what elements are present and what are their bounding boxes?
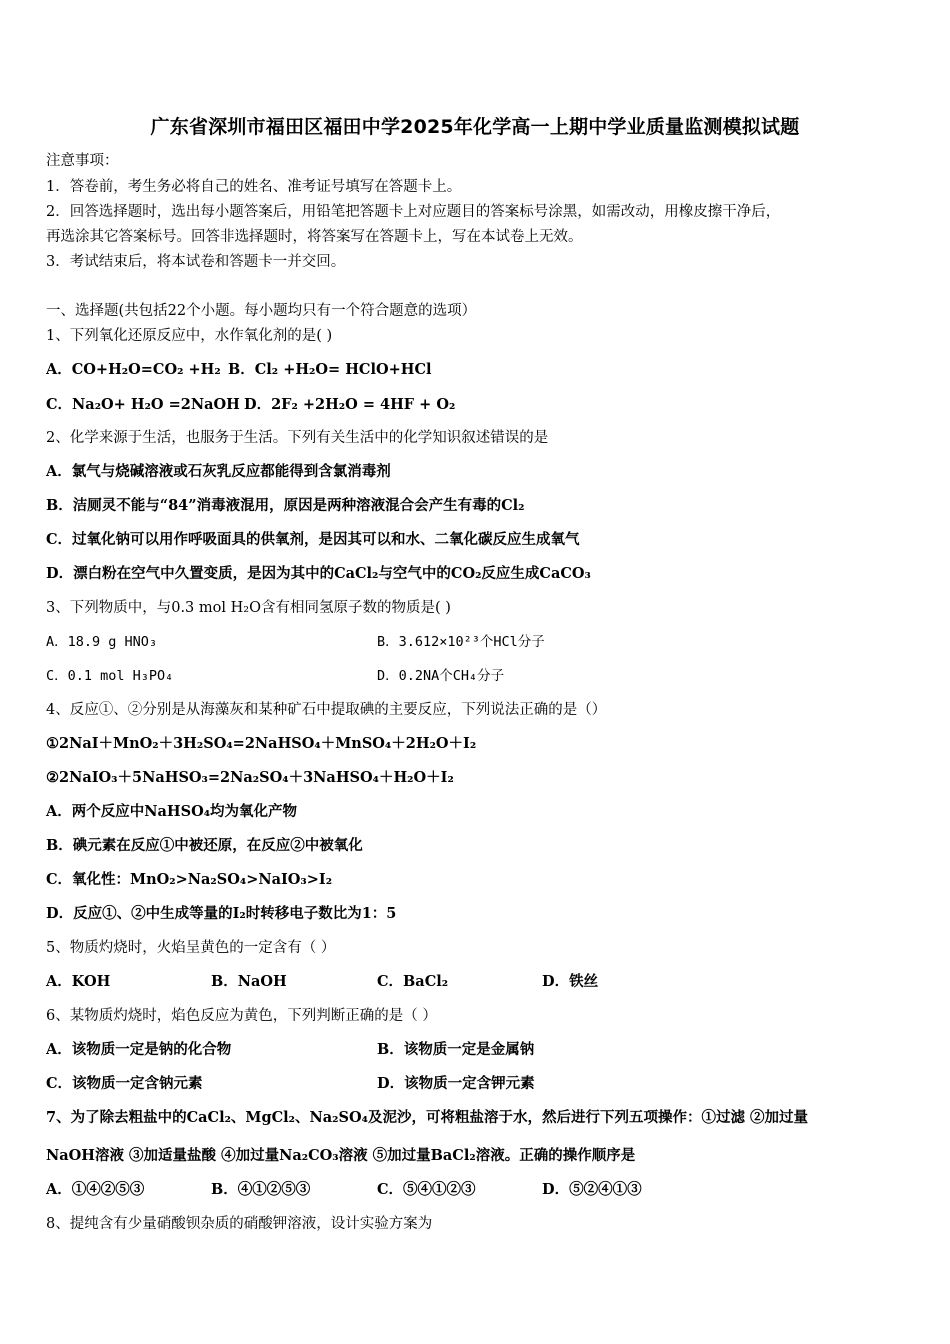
question-2-option-a: A．氯气与烧碱溶液或石灰乳反应都能得到含氯消毒剂 xyxy=(46,463,391,480)
question-4-equation-2: ②2NaIO₃＋5NaHSO₃=2Na₂SO₄＋3NaHSO₄＋H₂O＋I₂ xyxy=(46,769,454,786)
question-1-stem: 1、下列氧化还原反应中，水作氧化剂的是( ) xyxy=(46,328,333,344)
question-7-option-c: C．⑤④①②③ xyxy=(377,1181,476,1198)
question-6-option-d: D．该物质一定含钾元素 xyxy=(377,1075,535,1092)
section-heading: 一、选择题(共包括22个小题。每小题均只有一个符合题意的选项） xyxy=(46,303,477,319)
question-6-stem: 6、某物质灼烧时，焰色反应为黄色，下列判断正确的是（ ） xyxy=(46,1008,437,1024)
question-4-stem: 4、反应①、②分别是从海藻灰和某种矿石中提取碘的主要反应，下列说法正确的是（） xyxy=(46,702,607,718)
notice-heading: 注意事项： xyxy=(46,153,119,169)
question-1-option-b: B．Cl₂ +H₂O= HClO+HCl xyxy=(228,361,432,378)
question-3-option-d: D．0.2NA个CH₄分子 xyxy=(377,668,505,684)
page-title: 广东省深圳市福田区福田中学2025年化学高一上期中学业质量监测模拟试题 xyxy=(150,116,800,138)
question-5-option-c: C．BaCl₂ xyxy=(377,973,449,990)
question-5-stem: 5、物质灼烧时，火焰呈黄色的一定含有（ ） xyxy=(46,940,336,956)
notice-item-2b: 再选涂其它答案标号。回答非选择题时，将答案写在答题卡上，写在本试卷上无效。 xyxy=(46,229,583,245)
question-5-option-b: B．NaOH xyxy=(211,973,287,990)
question-1-option-a: A．CO+H₂O=CO₂ +H₂ xyxy=(46,361,221,378)
question-2-option-b: B．洁厕灵不能与“84”消毒液混用，原因是两种溶液混合会产生有毒的Cl₂ xyxy=(46,497,525,514)
question-7-option-b: B．④①②⑤③ xyxy=(211,1181,311,1198)
question-6-option-c: C．该物质一定含钠元素 xyxy=(46,1075,203,1092)
question-2-option-c: C．过氧化钠可以用作呼吸面具的供氧剂，是因其可以和水、二氧化碳反应生成氧气 xyxy=(46,531,580,548)
question-4-option-c: C．氧化性：MnO₂>Na₂SO₄>NaIO₃>I₂ xyxy=(46,871,333,888)
question-4-option-b: B．碘元素在反应①中被还原，在反应②中被氧化 xyxy=(46,837,363,854)
question-7-stem-line-2: NaOH溶液 ③加适量盐酸 ④加过量Na₂CO₃溶液 ⑤加过量BaCl₂溶液。正确的操作顺序是 xyxy=(46,1147,636,1164)
question-1-option-d: D．2F₂ +2H₂O = 4HF + O₂ xyxy=(244,396,456,413)
question-7-stem-line-1: 7、为了除去粗盐中的CaCl₂、MgCl₂、Na₂SO₄及泥沙，可将粗盐溶于水，然后进行下列五项操作：①过滤 ②加过量 xyxy=(46,1109,809,1126)
question-2-option-d: D．漂白粉在空气中久置变质，是因为其中的CaCl₂与空气中的CO₂反应生成CaCO₃ xyxy=(46,565,591,582)
question-7-option-d: D．⑤②④①③ xyxy=(542,1181,642,1198)
notice-item-3: 3．考试结束后，将本试卷和答题卡一并交回。 xyxy=(46,254,346,270)
question-3-option-b: B．3.612×10²³个HCl分子 xyxy=(377,634,545,650)
question-5-option-a: A．KOH xyxy=(46,973,111,990)
notice-item-1: 1．答卷前，考生务必将自己的姓名、准考证号填写在答题卡上。 xyxy=(46,179,462,195)
question-2-stem: 2、化学来源于生活，也服务于生活。下列有关生活中的化学知识叙述错误的是 xyxy=(46,430,549,446)
question-4-equation-1: ①2NaI＋MnO₂＋3H₂SO₄=2NaHSO₄＋MnSO₄＋2H₂O＋I₂ xyxy=(46,735,477,752)
question-6-option-b: B．该物质一定是金属钠 xyxy=(377,1041,535,1058)
question-4-option-a: A．两个反应中NaHSO₄均为氧化产物 xyxy=(46,803,298,820)
question-6-option-a: A．该物质一定是钠的化合物 xyxy=(46,1041,232,1058)
question-3-option-a: A．18.9 g HNO₃ xyxy=(46,634,158,650)
question-5-option-d: D．铁丝 xyxy=(542,973,599,990)
question-4-option-d: D．反应①、②中生成等量的I₂时转移电子数比为1：5 xyxy=(46,905,397,922)
notice-item-2a: 2．回答选择题时，选出每小题答案后，用铅笔把答题卡上对应题目的答案标号涂黑，如需改动，用橡皮擦干净后， xyxy=(46,204,781,220)
question-1-option-c: C．Na₂O+ H₂O =2NaOH xyxy=(46,396,240,413)
question-3-stem: 3、下列物质中，与0.3 mol H₂O含有相同氢原子数的物质是( ) xyxy=(46,600,451,616)
question-8-stem: 8、提纯含有少量硝酸钡杂质的硝酸钾溶液，设计实验方案为 xyxy=(46,1216,433,1232)
question-7-option-a: A．①④②⑤③ xyxy=(46,1181,145,1198)
question-3-option-c: C．0.1 mol H₃PO₄ xyxy=(46,668,174,684)
